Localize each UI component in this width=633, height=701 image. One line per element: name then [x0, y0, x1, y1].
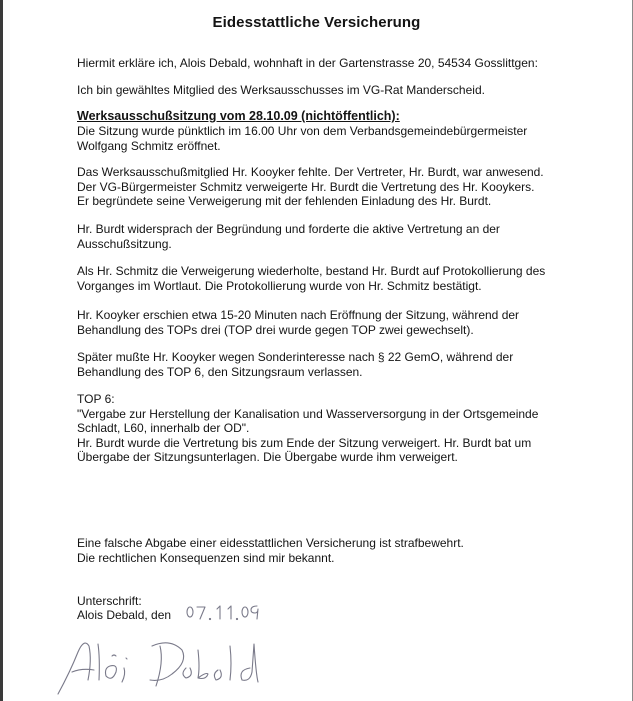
member-line: Ich bin gewähltes Mitglied des Werksausschusses im VG-Rat Manderscheid.: [77, 83, 485, 97]
intro-line: Hiermit erkläre ich, Alois Debald, wohnhaft in der Gartenstrasse 20, 54534 Gosslittgen:: [77, 56, 538, 70]
signature-name-line: Alois Debald, den: [77, 608, 172, 622]
signature-label: Unterschrift:: [77, 594, 142, 608]
paragraph-absent: Das Werksausschußmitglied Hr. Kooyker fehlte. Der Vertreter, Hr. Burdt, war anwesend. Der VG-Bürgermeister Schmitz verweigerte Hr. Burdt die Vertretung des Hr. Kooykers. Er begründete seine Verweigerung mit der fehlenden Einladung des Hr. Burdt.: [77, 165, 544, 208]
paragraph-arrival: Hr. Kooyker erschien etwa 15-20 Minuten nach Eröffnung der Sitzung, während der Behandlung des TOPs drei (TOP drei wurde gegen TOP zwei gewechselt).: [77, 308, 520, 337]
legal-warning: Eine falsche Abgabe einer eidesstattlichen Versicherung ist strafbewehrt. Die rechtlichen Konsequenzen sind mir bekannt.: [77, 536, 464, 565]
paragraph-objection: Hr. Burdt widersprach der Begründung und forderte die aktive Vertretung an der Ausschußsitzung.: [77, 222, 500, 251]
paragraph-top6: TOP 6: "Vergabe zur Herstellung der Kanalisation und Wasserversorgung in der Ortsgemeinde Schladt, L60, innerhalb der OD". Hr. Burdt wurde die Vertretung bis zum Ende der Sitzung verweigert. Hr. Burdt bat um Übergabe der Sitzungsunterlagen. Die Übergabe wurde ihm verweigert.: [77, 392, 539, 464]
handwritten-date: [184, 600, 274, 624]
paragraph-protocol: Als Hr. Schmitz die Verweigerung wiederholte, bestand Hr. Burdt auf Protokollierung des Vorganges im Wortlaut. Die Protokollierung wurde von Hr. Schmitz bestätigt.: [77, 264, 546, 293]
section-heading: Werksausschußsitzung vom 28.10.09 (nichtöffentlich):: [77, 109, 400, 123]
paragraph-start: Die Sitzung wurde pünktlich im 16.00 Uhr von dem Verbandsgemeindebürgermeister Wolfgang Schmitz eröffnet.: [77, 124, 528, 153]
page-edge-left: [0, 0, 3, 701]
handwritten-signature: [52, 628, 312, 700]
document-title: Eidesstattliche Versicherung: [212, 14, 421, 31]
paragraph-leave: Später mußte Hr. Kooyker wegen Sonderinteresse nach § 22 GemO, während der Behandlung des TOP 6, den Sitzungsraum verlassen.: [77, 350, 514, 379]
